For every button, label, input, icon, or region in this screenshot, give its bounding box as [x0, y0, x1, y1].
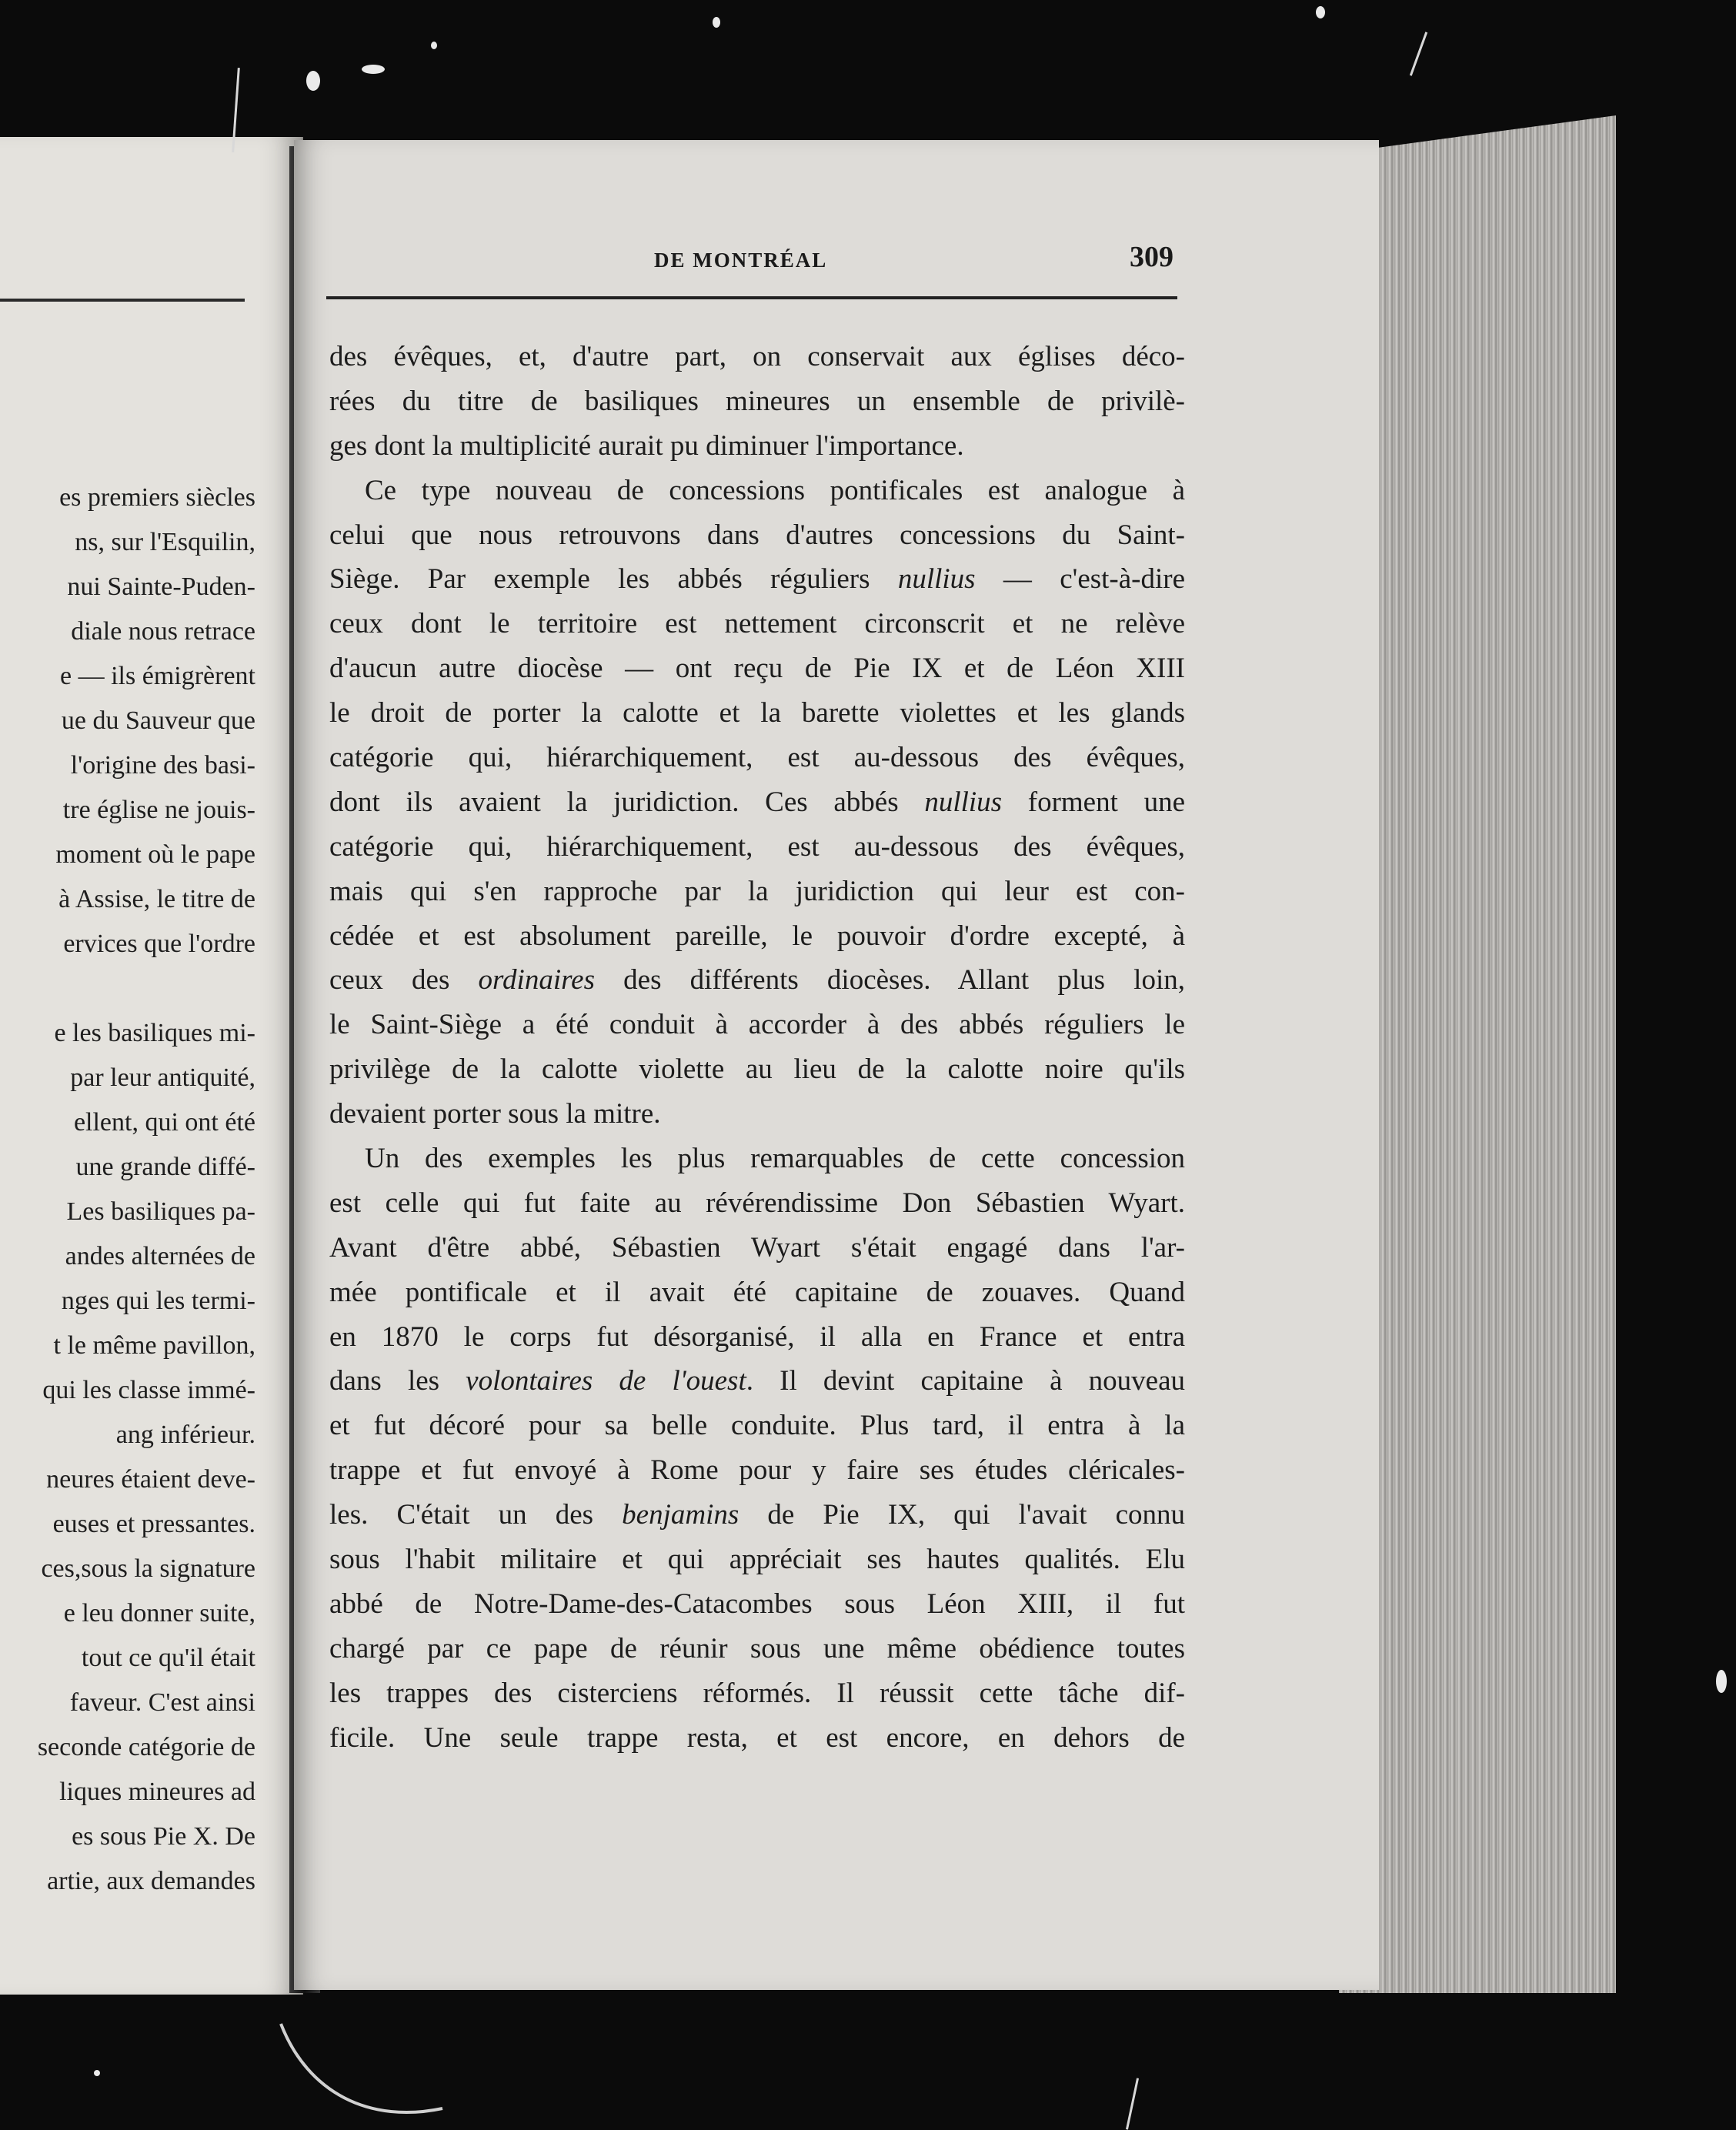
- text-run: dans les: [329, 1365, 466, 1397]
- left-line: l'origine des basi-: [70, 751, 255, 780]
- text-line: [329, 958, 1185, 1003]
- film-speck: [306, 71, 320, 91]
- left-line: artie, aux demandes: [47, 1867, 255, 1895]
- text-line: d'aucun autre diocèse — ont reçu de Pie IX et de Léon XIII: [329, 653, 1185, 685]
- text-line: privilège de la calotte violette au lieu de la calotte noire qu'ils: [329, 1053, 1185, 1086]
- left-line: moment où le pape: [55, 840, 255, 869]
- text-line: rées du titre de basiliques mineures un ensemble de privilè-: [329, 385, 1185, 417]
- left-line: e les basiliques mi-: [54, 1019, 255, 1047]
- text-line: cédée et est absolument pareille, le pouvoir d'ordre excepté, à: [329, 920, 1185, 952]
- left-line: une grande diffé-: [75, 1153, 255, 1181]
- text-line: ceux dont le territoire est nettement circonscrit et ne relève: [329, 608, 1185, 640]
- italic-term: ordinaires: [478, 964, 595, 997]
- left-line: e — ils émigrèrent: [60, 662, 255, 690]
- film-speck: [94, 2070, 100, 2076]
- text-line: [329, 1493, 1185, 1537]
- film-speck: [362, 65, 385, 74]
- left-line: nui Sainte-Puden-: [67, 573, 255, 601]
- film-speck: [431, 42, 437, 49]
- text-line: les trappes des cisterciens réformés. Il réussit cette tâche dif-: [329, 1677, 1185, 1709]
- left-line: diale nous retrace: [71, 617, 255, 646]
- text-run: . Il devint capitaine à nouveau: [746, 1365, 1185, 1397]
- body-text: [329, 335, 1185, 1761]
- text-run: — c'est-à-dire: [1003, 563, 1186, 596]
- text-run: des différents diocèses. Allant plus loin,: [594, 964, 1185, 997]
- text-line: en 1870 le corps fut désorganisé, il alla en France et entra: [329, 1320, 1185, 1353]
- left-line: Les basiliques pa-: [66, 1197, 255, 1226]
- left-line: nges qui les termi-: [61, 1287, 255, 1315]
- text-line: le Saint-Siège a été conduit à accorder à des abbés réguliers le: [329, 1009, 1185, 1041]
- text-line: catégorie qui, hiérarchiquement, est au-dessous des évêques,: [329, 830, 1185, 863]
- text-line: [329, 1359, 1185, 1404]
- text-line: sous l'habit militaire et qui appréciait ses hautes qualités. Elu: [329, 1544, 1185, 1576]
- italic-term: volontaires de l'ouest: [466, 1365, 746, 1397]
- italic-term: nullius: [897, 563, 976, 596]
- left-line: es sous Pie X. De: [72, 1822, 255, 1851]
- left-page-text: [0, 476, 255, 1904]
- left-line: neures étaient deve-: [46, 1465, 255, 1494]
- page-number: 309: [1130, 241, 1173, 273]
- header-rule: [326, 296, 1177, 299]
- left-line-blank: [0, 967, 255, 1011]
- page-edges: [1339, 115, 1616, 1993]
- film-speck: [713, 17, 720, 28]
- left-line: tre église ne jouis-: [62, 796, 255, 824]
- text-run: de Pie IX, qui l'avait connu: [739, 1499, 1186, 1531]
- text-line: abbé de Notre-Dame-des-Catacombes sous Léon XIII, il fut: [329, 1587, 1185, 1620]
- text-line: mée pontificale et il avait été capitaine de zouaves. Quand: [329, 1276, 1185, 1308]
- left-page-header-rule: [0, 299, 245, 302]
- left-line: liques mineures ad: [59, 1778, 255, 1806]
- italic-term: nullius: [924, 786, 1003, 818]
- text-run: forment une: [1002, 786, 1186, 818]
- left-line: t le même pavillon,: [53, 1331, 255, 1360]
- left-line: tout ce qu'il était: [81, 1644, 255, 1672]
- left-line: par leur antiquité,: [70, 1063, 255, 1092]
- text-line: chargé par ce pape de réunir sous une même obédience toutes: [329, 1632, 1185, 1664]
- text-line: mais qui s'en rapproche par la juridiction qui leur est con-: [329, 875, 1185, 907]
- text-line: Avant d'être abbé, Sébastien Wyart s'était engagé dans l'ar-: [329, 1231, 1185, 1264]
- film-speck: [1316, 6, 1325, 18]
- text-line: des évêques, et, d'autre part, on conservait aux églises déco-: [329, 341, 1185, 372]
- text-run: ceux des: [329, 964, 479, 997]
- text-line: est celle qui fut faite au révérendissime Don Sébastien Wyart.: [329, 1187, 1185, 1219]
- left-line: ns, sur l'Esquilin,: [75, 528, 255, 556]
- left-line: ang inférieur.: [115, 1421, 255, 1449]
- left-line: ces,sous la signature: [41, 1554, 255, 1583]
- film-scratch: [1126, 2078, 1139, 2129]
- film-speck: [1716, 1670, 1727, 1693]
- text-line: catégorie qui, hiérarchiquement, est au-dessous des évêques,: [329, 742, 1185, 774]
- left-line: seconde catégorie de: [37, 1733, 255, 1761]
- left-line: es premiers siècles: [59, 483, 255, 512]
- text-line: et fut décoré pour sa belle conduite. Plus tard, il entra à la: [329, 1410, 1185, 1442]
- text-run: dont ils avaient la juridiction. Ces abbés: [329, 786, 925, 818]
- film-scratch: [1410, 32, 1427, 75]
- text-line: Ce type nouveau de concessions pontificales est analogue à: [365, 474, 1185, 506]
- text-line: ficile. Une seule trappe resta, et est encore, en dehors de: [329, 1721, 1185, 1754]
- text-line: Un des exemples les plus remarquables de cette concession: [365, 1143, 1185, 1175]
- left-line: euses et pressantes.: [52, 1510, 255, 1538]
- text-line: celui que nous retrouvons dans d'autres concessions du Saint-: [329, 519, 1185, 551]
- text-line: devaient porter sous la mitre.: [329, 1098, 661, 1130]
- text-line: ges dont la multiplicité aurait pu diminuer l'importance.: [329, 429, 964, 462]
- left-line: e leu donner suite,: [63, 1599, 255, 1628]
- text-run: les. C'était un des: [329, 1499, 623, 1531]
- left-line: qui les classe immé-: [42, 1376, 255, 1404]
- italic-term: benjamins: [622, 1499, 739, 1531]
- film-scratch-curve: [277, 2016, 446, 2124]
- text-run: Siège. Par exemple les abbés réguliers: [329, 563, 898, 596]
- text-line: trappe et fut envoyé à Rome pour y faire ses études cléricales-: [329, 1454, 1185, 1487]
- left-line: ervices que l'ordre: [63, 930, 255, 958]
- running-head: DE MONTRÉAL: [654, 249, 828, 272]
- text-line: le droit de porter la calotte et la barette violettes et les glands: [329, 697, 1185, 729]
- left-line: ue du Sauveur que: [61, 706, 255, 735]
- text-line: [329, 780, 1185, 825]
- left-line: à Assise, le titre de: [58, 885, 255, 913]
- left-line: andes alternées de: [65, 1242, 255, 1270]
- left-line: faveur. C'est ainsi: [69, 1688, 255, 1717]
- left-line: ellent, qui ont été: [73, 1108, 255, 1137]
- text-line: [329, 557, 1185, 602]
- left-page: [0, 137, 303, 1995]
